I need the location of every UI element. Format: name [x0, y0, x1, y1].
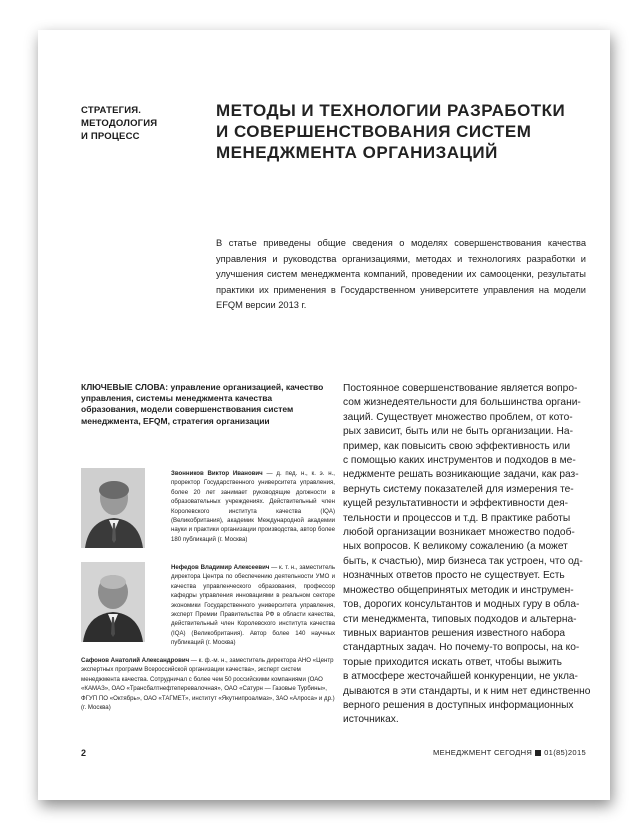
body-line: Постоянное совершенствование является вопро- — [343, 383, 578, 394]
author-name: Нефедов Владимир Алексеевич — [171, 564, 270, 571]
body-line: тов, дорогих консультантов и модных гуру в обла- — [343, 599, 580, 611]
title-line: МЕТОДЫ И ТЕХНОЛОГИИ РАЗРАБОТКИ — [216, 101, 566, 120]
author-bio — [81, 656, 336, 712]
page-number: 2 — [81, 748, 87, 758]
title-line: И СОВЕРШЕНСТВОВАНИЯ СИСТЕМ — [216, 122, 532, 141]
issue-number: 01(85)2015 — [544, 748, 586, 757]
author-bio — [171, 563, 335, 648]
body-line: любой организации возникает множество подоб- — [343, 527, 575, 539]
abstract: В статье приведены общие сведения о моделях совершенствования качества управления и руководства организациями, методах и технологиях разработки и улучшения систем менеджмента компаний, проведении их самооценки, результаты практики их применения в Государственном университете управления на модели EFQM версии 2013 г. — [216, 238, 586, 311]
body-line: кущей результативности и эффективности дея- — [343, 498, 569, 510]
title-line: МЕНЕДЖМЕНТА ОРГАНИЗАЦИЙ — [216, 143, 498, 162]
body-line: вернуть систему показателей для измерения те- — [343, 483, 574, 495]
author-photo — [81, 468, 145, 548]
body-line: быть, к счастью), мир бизнеса так устроен, что од- — [343, 555, 583, 567]
body-line: неджменте решать возникающие задачи, как раз- — [343, 469, 579, 481]
article-title — [216, 100, 586, 163]
author-photo — [81, 562, 145, 642]
body-line: с помощью каких инструментов и подходов в ме- — [343, 455, 576, 467]
body-line: тивных вариантов решения известного набора — [343, 627, 566, 639]
section-label — [81, 104, 191, 143]
body-line: дываются в эти стандарты, и к ним нет единственно — [343, 685, 591, 697]
body-line: в атмосфере жесточайшей конкуренции, не укла- — [343, 671, 578, 683]
body-line: сти менеджмента, типовых подходов и альтерна- — [343, 613, 577, 625]
square-icon — [535, 750, 541, 756]
body-line: нозначных ответов просто не существует. Есть — [343, 570, 565, 582]
body-text — [343, 382, 593, 728]
body-line: торые приходится искать ответ, чтобы выжить — [343, 656, 562, 668]
keywords: КЛЮЧЕВЫЕ СЛОВА: управление организацией, качество управления, системы менеджмента качества образования, модели совершенствования систем менеджмента, EFQM, стратегия организации — [81, 382, 324, 426]
body-line: источниках. — [343, 714, 399, 726]
section-label-line: СТРАТЕГИЯ. — [81, 105, 142, 116]
body-line: тельности и процессов и т.д. В практике работы — [343, 512, 571, 524]
author-bio — [171, 469, 335, 544]
author-name: Звонников Виктор Иванович — [171, 470, 263, 477]
body-line: множество общепринятых методик и инструмен- — [343, 584, 574, 596]
body-line: рых зависит, быть или не быть организации. На- — [343, 426, 573, 438]
body-line: заций. Существует множество проблем, от кото- — [343, 411, 573, 423]
body-line: верного решения в доступных информационных — [343, 699, 574, 711]
magazine-name: МЕНЕДЖМЕНТ СЕГОДНЯ — [432, 748, 533, 757]
footer — [433, 748, 586, 757]
section-label-line: И ПРОЦЕСС — [81, 131, 140, 142]
author-bio-text: — д. пед. н., к. э. н., проректор Государственного университета управления, более 20 лет занимает руководящие должности в образовательных учреждениях. Действительный член Королевского института качества (IQA) (Великобритания), академик Международной академии науки и практики организации производства, автор более 180 публикаций (г. Москва) — [171, 470, 335, 543]
body-line: пример, как повысить свою эффективность или — [343, 440, 571, 452]
section-label-line: МЕТОДОЛОГИЯ — [81, 118, 158, 129]
body-line: стандартных задач. Но почему-то вопросы, на ко- — [343, 642, 580, 654]
body-line: сом жизнедеятельности для большинства органи- — [343, 397, 581, 409]
author-bio-text: — к. т. н., заместитель директора Центра по обеспечению деятельности УМО и качества управленческого образования, профессор кафедры управления инновациями в реальном секторе экономики Государственного университета управления, эксперт Премии Правительства РФ в области качества, действительный член Королевского института качества (IQA) (Великобритания). Автор более 140 научных публикаций (г. Москва) — [171, 564, 335, 647]
body-line: ных вопросов. К великому сожалению (а может — [343, 541, 568, 553]
author-name: Сафонов Анатолий Александрович — [81, 657, 190, 664]
magazine-page — [38, 30, 610, 800]
author-bio-text: — к. ф.-м. н., заместитель директора АНО «Центр экспертных программ Всероссийской организации качества», эксперт систем менеджмента качества. Сотрудничал с более чем 50 российскими компаниями (ОАО «КАМАЗ», ОАО «Трансбалтнефтеперевалочная», ОАО «Сатурн — Газовые Турбины», ФГУП ПО «Октябрь», ОАО «ТАГМЕТ», институт «Якутнипроалмаз», ЗАО «Алроса» и др.) (г. Москва) — [81, 657, 335, 712]
